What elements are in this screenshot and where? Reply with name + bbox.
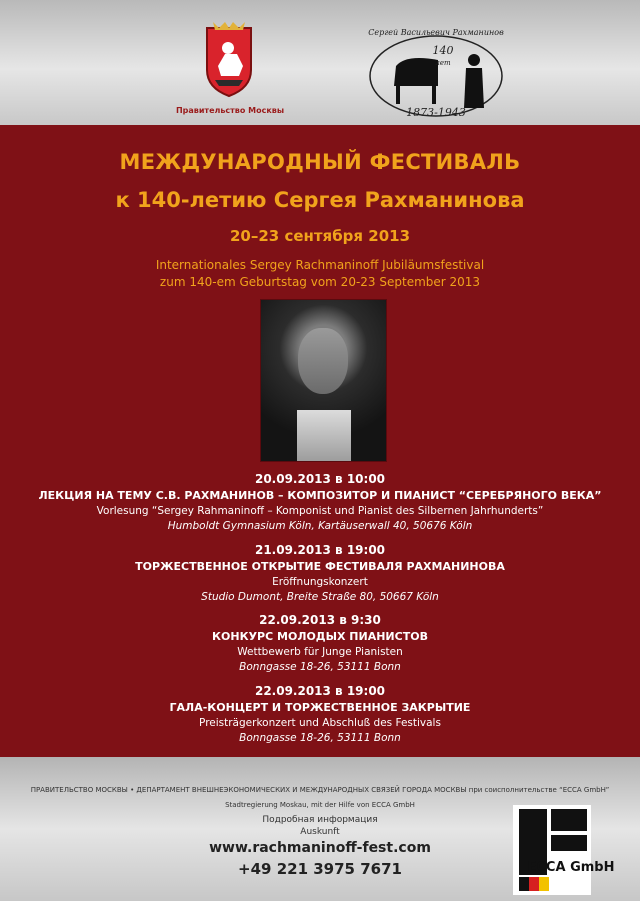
logo-name: Сергей Васильевич Рахманинов xyxy=(368,28,504,37)
portrait-face xyxy=(298,328,348,394)
portrait-collar xyxy=(297,410,351,461)
event-2-title: ТОРЖЕСТВЕННОЕ ОТКРЫТИЕ ФЕСТИВАЛЯ РАХМАНИНОВА xyxy=(135,560,505,573)
festival-title-de-line1: Internationales Sergey Rachmaninoff Jubiläumsfestival xyxy=(155,258,485,272)
website-link[interactable]: www.rachmaninoff-fest.com xyxy=(209,840,431,856)
ecca-logo-text: ECCA GmbH xyxy=(527,860,615,875)
rachmaninoff-portrait-photo xyxy=(260,299,387,462)
event-3-datetime: 22.09.2013 в 9:30 xyxy=(259,613,381,627)
organizers-text: ПРАВИТЕЛЬСТВО МОСКВЫ • ДЕПАРТАМЕНТ ВНЕШНЕЭКОНОМИЧЕСКИХ И МЕЖДУНАРОДНЫХ СВЯЗЕЙ ГОРОДА МОСКВЫ при соисполнительстве “ЕССА GmbH” xyxy=(30,786,610,794)
logo-years-word: лет xyxy=(435,59,451,67)
event-1-subtitle: Vorlesung “Sergey Rahmaninoff – Komponist und Pianist des Silbernen Jahrhunderts” xyxy=(96,505,544,517)
info-de-label: Auskunft xyxy=(300,827,340,837)
event-4-subtitle: Preisträgerkonzert und Abschluß des Festivals xyxy=(199,717,441,729)
rachmaninoff-140-logo xyxy=(366,24,506,120)
event-1-title: ЛЕКЦИЯ НА ТЕМУ С.В. РАХМАНИНОВ – КОМПОЗИТОР И ПИАНИСТ “СЕРЕБРЯНОГО ВЕКА” xyxy=(38,489,602,502)
event-2-datetime: 21.09.2013 в 19:00 xyxy=(254,543,386,557)
event-3-location: Bonngasse 18-26, 53111 Bonn xyxy=(239,661,401,673)
event-2-location: Studio Dumont, Breite Straße 80, 50667 Köln xyxy=(201,591,439,603)
festival-dates: 20–23 сентября 2013 xyxy=(229,227,411,245)
event-4-title: ГАЛА-КОНЦЕРТ И ТОРЖЕСТВЕННОЕ ЗАКРЫТИЕ xyxy=(169,701,471,714)
moscow-coat-of-arms-icon xyxy=(203,20,255,98)
header-band xyxy=(0,0,640,125)
festival-title-line2: к 140-летию Сергея Рахманинова xyxy=(115,188,525,212)
ecca-logo-icon xyxy=(513,805,615,895)
logo-dates: 1873-1943 xyxy=(406,106,466,119)
logo-140: 140 xyxy=(432,44,454,57)
event-2-subtitle: Eröffnungskonzert xyxy=(272,576,368,588)
event-1-location: Humboldt Gymnasium Köln, Kartäuserwall 40, 50676 Köln xyxy=(167,520,473,532)
festival-title-line1: МЕЖДУНАРОДНЫЙ ФЕСТИВАЛЬ xyxy=(119,150,521,174)
phone-number: +49 221 3975 7671 xyxy=(238,860,402,878)
info-ru-label: Подробная информация xyxy=(262,815,378,825)
event-3-subtitle: Wettbewerb für Junge Pianisten xyxy=(237,646,403,658)
event-1-datetime: 20.09.2013 в 10:00 xyxy=(254,472,386,486)
gov-caption: Правительство Москвы xyxy=(175,106,285,115)
festival-title-de-line2: zum 140-em Geburtstag vom 20-23 September 2013 xyxy=(159,275,481,289)
event-4-location: Bonngasse 18-26, 53111 Bonn xyxy=(239,732,401,744)
event-3-title: КОНКУРС МОЛОДЫХ ПИАНИСТОВ xyxy=(212,630,428,643)
organizers-de-text: Stadtregierung Moskau, mit der Hilfe von ECCA GmbH xyxy=(225,801,415,809)
event-4-datetime: 22.09.2013 в 19:00 xyxy=(254,684,386,698)
